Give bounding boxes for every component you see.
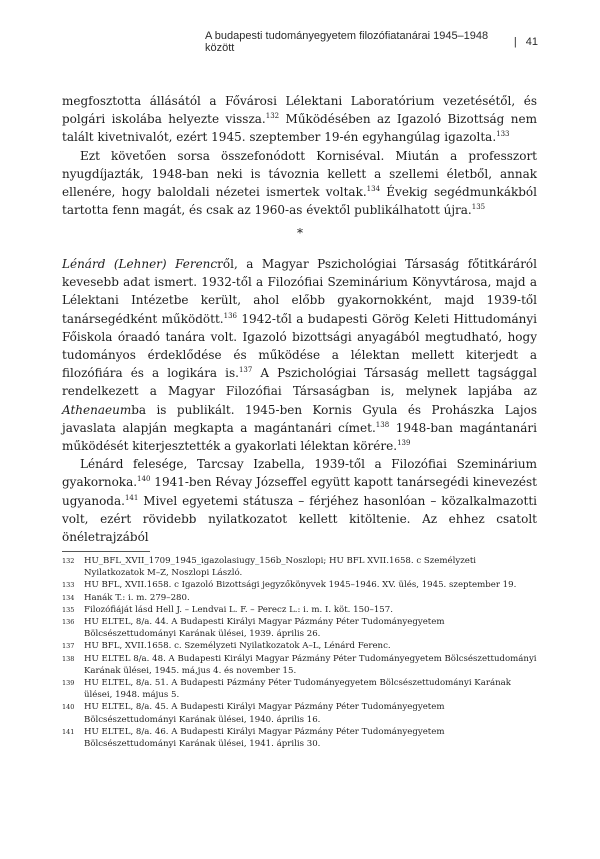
footnote-text: HU_BFL_XVII_1709_1945_igazolasiugy_156b_Noszlopi; HU BFL XVII.1658. c Személyzeti Nyilatkozatok M–Z, Noszlopi László. bbox=[84, 556, 477, 579]
footnote bbox=[62, 726, 537, 750]
running-title: A budapesti tudományegyetem filozófiatanárai 1945–1948 között bbox=[205, 30, 489, 54]
footnote-ref: 136 bbox=[223, 311, 237, 320]
footnote-text: HU ELTEL 8/a. 48. A Budapesti Királyi Magyar Pázmány Péter Tudományegyetem Bölcsészettudományi Karának ülései, 1945. má,jus 4. és november 15. bbox=[84, 653, 537, 676]
header-separator: | bbox=[513, 36, 517, 48]
paragraph-text: ről, a Magyar Pszichológiai Társaság főtitkáráról kevesebb adat ismert. 1932-től a Filozófiai Szeminárium Könyvtárosa, majd a Lélektani Intézetbe került, ahol előbb gyakornokként, majd 1939-től tanársegédként működött. bbox=[62, 257, 537, 326]
journal-name: Athenaeum bbox=[62, 402, 132, 417]
footnote-ref: 132 bbox=[265, 112, 280, 121]
paragraph bbox=[62, 147, 537, 220]
paragraph-text: 1948-ban magántanári működését kiterjesztették a gyakorlati lélektan körére. bbox=[62, 420, 537, 454]
paragraph-text: A Pszichológiai Társaság mellett tagsággal rendelkezett a Magyar Filozófiai Társaságban is, melynek lapjába az bbox=[62, 366, 538, 399]
paragraph-text: 1942-től a budapesti Görög Keleti Hittudományi Főiskola óraadó tanára volt. Igazoló bizottsági anyagából megtudható, hogy tudományos érdeklődése és működése a lélektan mellett kiterjedt a filozófiára és a logikára is. bbox=[62, 311, 538, 381]
footnotes bbox=[62, 555, 537, 750]
footnote-number: 133 bbox=[62, 581, 75, 590]
body-section-1 bbox=[62, 92, 537, 219]
footnote-ref: 135 bbox=[471, 203, 486, 212]
footnote-number: 140 bbox=[62, 703, 75, 712]
footnote bbox=[62, 701, 537, 725]
footnote-ref: 133 bbox=[496, 130, 510, 139]
footnote-ref: 138 bbox=[375, 420, 390, 429]
paragraph-text: Mivel egyetemi státusza – férjéhez hasonlóan – közalkalmazotti volt, ezért rövidebb nyilatkozatot kellett kitöltenie. Az ehhez csatolt önéletrajzából bbox=[62, 493, 537, 545]
paragraph-text: 1941-ben Révay Józseffel együtt kapott tanársegédi kinevezést ugyanoda. bbox=[62, 475, 537, 508]
footnote-number: 141 bbox=[62, 727, 75, 736]
paragraph-text: Évekig segédmunkákból tartotta fenn magát, és csak az 1960-as évektől publikálhatott újra. bbox=[62, 185, 537, 218]
paragraph-text: ba is publikált. 1945-ben Kornis Gyula és Prohászka Lajos javaslata alapján megkapta a magántanári címet. bbox=[62, 402, 537, 435]
footnote bbox=[62, 579, 537, 591]
page-number: 41 bbox=[525, 36, 538, 48]
footnote-text: Filozófiáját lásd Hell J. – Lendvai L. F. – Perecz L.: i. m. I. köt. 150–157. bbox=[84, 604, 393, 615]
footnote-ref: 139 bbox=[397, 439, 411, 448]
paragraph bbox=[62, 255, 537, 455]
footnote-number: 136 bbox=[62, 618, 75, 627]
footnote-number: 137 bbox=[62, 642, 75, 651]
paragraph bbox=[62, 92, 537, 147]
footnote bbox=[62, 653, 537, 677]
footnote-text: Hanák T.: i. m. 279–280. bbox=[84, 592, 190, 603]
footnote-rule bbox=[62, 551, 150, 552]
footnote bbox=[62, 592, 537, 604]
footnote-number: 135 bbox=[62, 605, 75, 614]
footnote-text: HU BFL, XVII.1658. c. Személyzeti Nyilatkozatok A–L, Lénárd Ferenc. bbox=[84, 641, 391, 652]
paragraph-text: Lénárd felesége, Tarcsay Izabella, 1939-től a Filozófiai Szeminárium gyakornoka. bbox=[62, 457, 537, 490]
footnote-number: 138 bbox=[62, 654, 75, 663]
paragraph bbox=[62, 455, 537, 546]
footnote-text: HU ELTEL, 8/a. 44. A Budapesti Királyi Magyar Pázmány Péter Tudományegyetem Bölcsészettudományi Karának ülései, 1939. április 26. bbox=[84, 617, 445, 640]
running-header bbox=[205, 30, 538, 54]
footnote-text: HU ELTEL, 8/a. 46. A Budapesti Királyi Magyar Pázmány Péter Tudományegyetem Bölcsészettudományi Karának ülései, 1941. április 30. bbox=[84, 726, 445, 750]
footnote-ref: 137 bbox=[238, 366, 253, 375]
footnote bbox=[62, 555, 537, 579]
footnote-ref: 140 bbox=[137, 475, 151, 484]
footnote-number: 132 bbox=[62, 557, 75, 565]
footnote-text: HU ELTEL, 8/a. 51. A Budapesti Pázmány Péter Tudományegyetem Bölcsészettudományi Karának ülései, 1948. május 5. bbox=[84, 678, 511, 701]
section-divider: * bbox=[297, 226, 303, 240]
footnote bbox=[62, 677, 537, 701]
footnote bbox=[62, 604, 537, 616]
footnote-number: 134 bbox=[62, 593, 75, 602]
footnote bbox=[62, 640, 537, 652]
footnote-text: HU BFL, XVII.1658. c Igazoló Bizottsági jegyzőkönyvek 1945–1946. XV. ülés, 1945. szeptember 19. bbox=[84, 580, 517, 591]
body-section-2 bbox=[62, 255, 537, 546]
footnote-ref: 141 bbox=[124, 493, 139, 502]
paragraph-text: megfosztotta állásától a Fővárosi Lélektani Laboratórium vezetésétől, és polgári iskolába helyezte vissza. bbox=[62, 94, 537, 127]
footnote-text: HU ELTEL, 8/a. 45. A Budapesti Királyi Magyar Pázmány Péter Tudományegyetem Bölcsészettudományi Karának ülései, 1940. április 16. bbox=[84, 702, 445, 725]
person-name: Lénárd (Lehner) Ferenc bbox=[62, 257, 218, 271]
paragraph-text: Ezt követően sorsa összefonódott Korniséval. Miután a professzort nyugdíjazták, 1948-ban neki is távoznia kellett a szellemi életből, annak ellenére, hogy baloldali nézetei ismertek voltak. bbox=[62, 148, 537, 200]
footnote bbox=[62, 616, 537, 640]
footnote-ref: 134 bbox=[366, 185, 381, 194]
footnote-number: 139 bbox=[62, 679, 75, 688]
paragraph-text: Működésében az Igazoló Bizottság nem talált kivetnivalót, ezért 1945. szeptember 19-én egyhangúlag igazolta. bbox=[62, 112, 537, 145]
